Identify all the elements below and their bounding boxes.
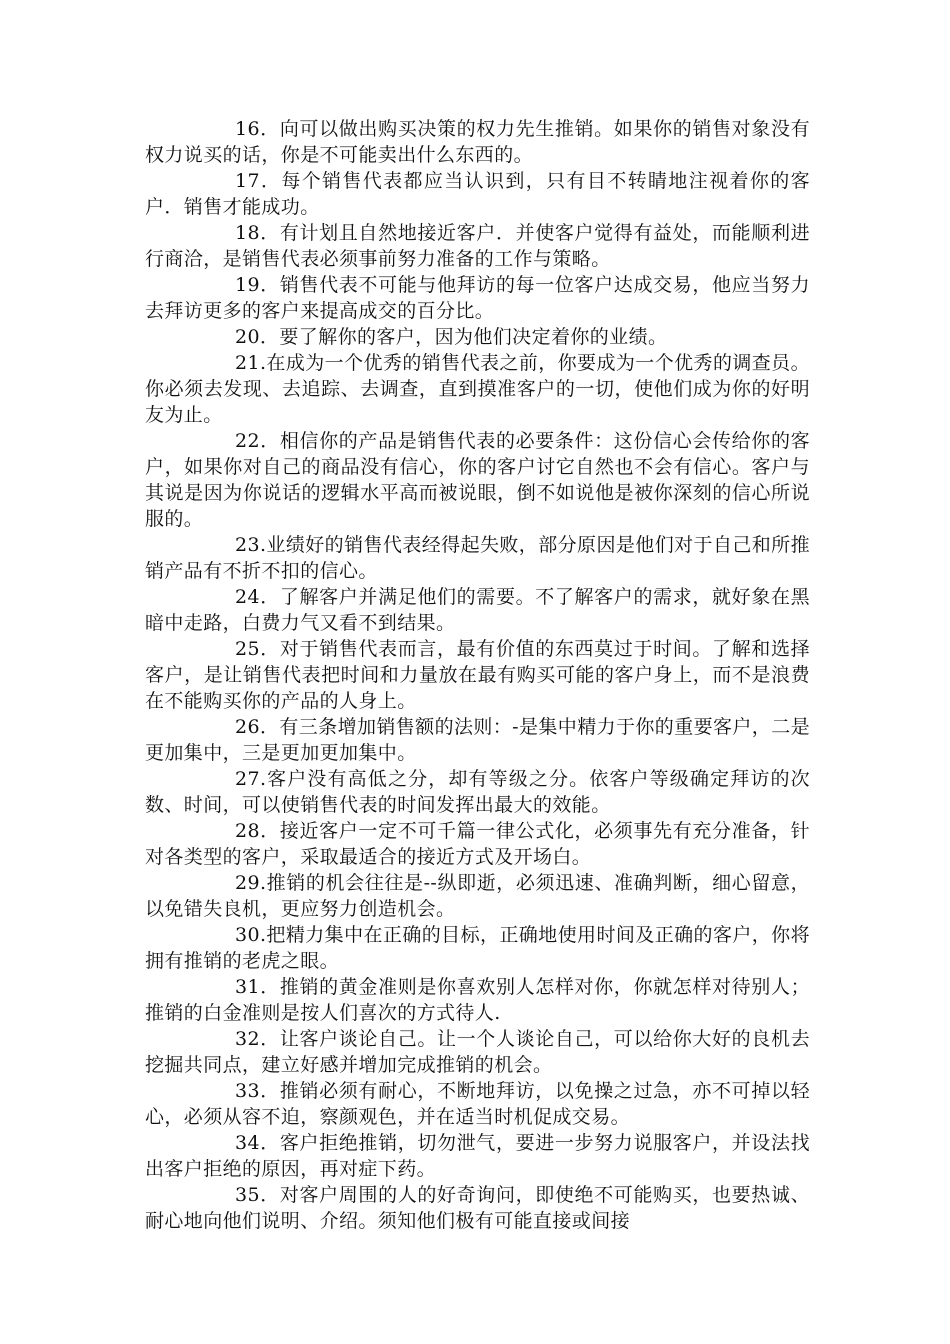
paragraph-27: 27.客户没有高低之分，却有等级之分。依客户等级确定拜访的次数、时间，可以使销售代表的时间发挥出最大的效能。 [145, 768, 810, 816]
paragraph-33: 33．推销必须有耐心，不断地拜访，以免操之过急，亦不可掉以轻心，必须从容不迫，察颜观色，并在适当时机促成交易。 [145, 1080, 810, 1128]
paragraph-20: 20．要了解你的客户，因为他们决定着你的业绩。 [235, 326, 668, 348]
paragraph-26: 26．有三条增加销售额的法则：-是集中精力于你的重要客户，二是更加集中，三是更加更加集中。 [145, 716, 810, 764]
document-body [145, 116, 810, 1234]
paragraph-35: 35．对客户周围的人的好奇询问，即使绝不可能购买，也要热诚、耐心地向他们说明、介绍。须知他们极有可能直接或间接 [145, 1184, 810, 1232]
paragraph-21: 21.在成为一个优秀的销售代表之前，你要成为一个优秀的调查员。你必须去发现、去追踪、去调查，直到摸准客户的一切，使他们成为你的好明友为止。 [145, 352, 810, 426]
paragraph-28: 28．接近客户一定不可千篇一律公式化，必须事先有充分准备，针对各类型的客户，采取最适合的接近方式及开场白。 [145, 820, 810, 868]
paragraph-19: 19．销售代表不可能与他拜访的每一位客户达成交易，他应当努力去拜访更多的客户来提高成交的百分比。 [145, 274, 810, 322]
paragraph-29: 29.推销的机会往往是--纵即逝，必须迅速、准确判断，细心留意，以免错失良机，更应努力创造机会。 [145, 872, 810, 920]
paragraph-22: 22．相信你的产品是销售代表的必要条件：这份信心会传给你的客户，如果你对自己的商品没有信心，你的客户讨它自然也不会有信心。客户与其说是因为你说话的逻辑水平高而被说眼，倒不如说他是被你深刻的信心所说服的。 [145, 430, 810, 530]
paragraph-18: 18．有计划且自然地接近客户．并使客户觉得有益处，而能顺利进行商洽，是销售代表必须事前努力准备的工作与策略。 [145, 222, 810, 270]
paragraph-24: 24．了解客户并满足他们的需要。不了解客户的需求，就好象在黑暗中走路，白费力气又看不到结果。 [145, 586, 810, 634]
paragraph-25: 25．对于销售代表而言，最有价值的东西莫过于时间。了解和选择客户，是让销售代表把时间和力量放在最有购买可能的客户身上，而不是浪费在不能购买你的产品的人身上。 [145, 638, 810, 712]
paragraph-16: 16．向可以做出购买决策的权力先生推销。如果你的销售对象没有权力说买的话，你是不可能卖出什么东西的。 [145, 118, 810, 166]
paragraph-23: 23.业绩好的销售代表经得起失败，部分原因是他们对于自己和所推销产品有不折不扣的信心。 [145, 534, 810, 582]
paragraph-32: 32．让客户谈论自己。让一个人谈论自己，可以给你大好的良机去挖掘共同点，建立好感并增加完成推销的机会。 [145, 1028, 810, 1076]
paragraph-31: 31．推销的黄金准则是你喜欢别人怎样对你，你就怎样对待别人；推销的白金准则是按人们喜次的方式待人. [145, 976, 810, 1024]
paragraph-17: 17．每个销售代表都应当认识到，只有目不转睛地注视着你的客户．销售才能成功。 [145, 170, 810, 218]
paragraph-30: 30.把精力集中在正确的目标，正确地使用时间及正确的客户，你将拥有推销的老虎之眼。 [145, 924, 810, 972]
paragraph-34: 34．客户拒绝推销，切勿泄气，要进一步努力说服客户，并设法找出客户拒绝的原因，再对症下药。 [145, 1132, 810, 1180]
